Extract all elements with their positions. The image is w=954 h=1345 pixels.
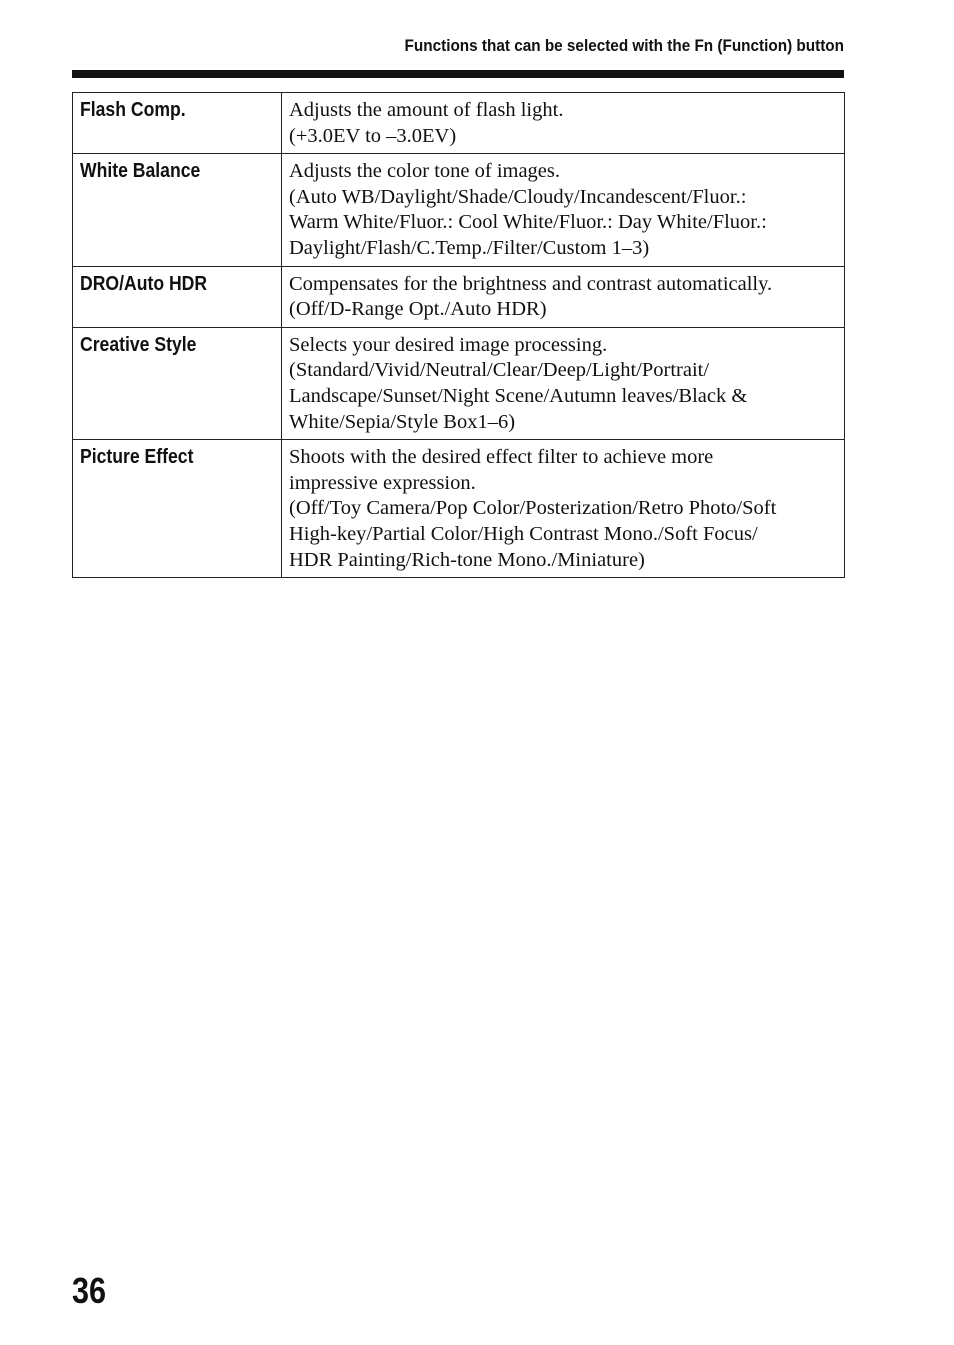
- description-line: Warm White/Fluor.: Cool White/Fluor.: Day White/Fluor.:: [289, 211, 767, 234]
- table-row: [73, 93, 845, 154]
- description-line: Shoots with the desired effect filter to achieve more: [289, 446, 714, 469]
- function-name-cell: [73, 266, 282, 327]
- function-name-cell: [73, 440, 282, 578]
- header-rule: [72, 70, 844, 78]
- table-row: [73, 154, 845, 266]
- function-description-cell: [282, 266, 845, 327]
- page-number: 36: [72, 1270, 107, 1311]
- function-description-cell: [282, 440, 845, 578]
- function-description-cell: [282, 93, 845, 154]
- description-line: Daylight/Flash/C.Temp./Filter/Custom 1–3): [289, 236, 650, 259]
- function-name-cell: [73, 154, 282, 266]
- description-line: High-key/Partial Color/High Contrast Mono./Soft Focus/: [289, 522, 758, 545]
- function-name: Picture Effect: [80, 446, 194, 469]
- function-name-cell: [73, 93, 282, 154]
- table-row: [73, 327, 845, 439]
- description-line: HDR Painting/Rich-tone Mono./Miniature): [289, 548, 645, 571]
- description-line: (Standard/Vivid/Neutral/Clear/Deep/Light/Portrait/: [289, 359, 710, 382]
- table-row: [73, 266, 845, 327]
- function-name-cell: [73, 327, 282, 439]
- function-table: [72, 92, 845, 578]
- description-line: Compensates for the brightness and contrast automatically.: [289, 272, 773, 295]
- description-line: Selects your desired image processing.: [289, 333, 608, 356]
- description-line: (+3.0EV to –3.0EV): [289, 124, 457, 147]
- description-line: White/Sepia/Style Box1–6): [289, 410, 516, 433]
- description-line: Adjusts the color tone of images.: [289, 160, 561, 183]
- description-line: (Auto WB/Daylight/Shade/Cloudy/Incandescent/Fluor.:: [289, 185, 747, 208]
- description-line: (Off/Toy Camera/Pop Color/Posterization/Retro Photo/Soft: [289, 497, 777, 520]
- page-header-title: Functions that can be selected with the Fn (Function) button: [404, 36, 844, 55]
- function-description-cell: [282, 154, 845, 266]
- function-name: DRO/Auto HDR: [80, 272, 208, 295]
- description-line: (Off/D-Range Opt./Auto HDR): [289, 298, 547, 321]
- function-name: Creative Style: [80, 333, 197, 356]
- description-line: Adjusts the amount of flash light.: [289, 99, 564, 121]
- function-name: White Balance: [80, 160, 201, 183]
- table-row: [73, 440, 845, 578]
- description-line: impressive expression.: [289, 471, 476, 494]
- function-description-cell: [282, 327, 845, 439]
- description-line: Landscape/Sunset/Night Scene/Autumn leaves/Black &: [289, 384, 748, 407]
- function-name: Flash Comp.: [80, 99, 186, 121]
